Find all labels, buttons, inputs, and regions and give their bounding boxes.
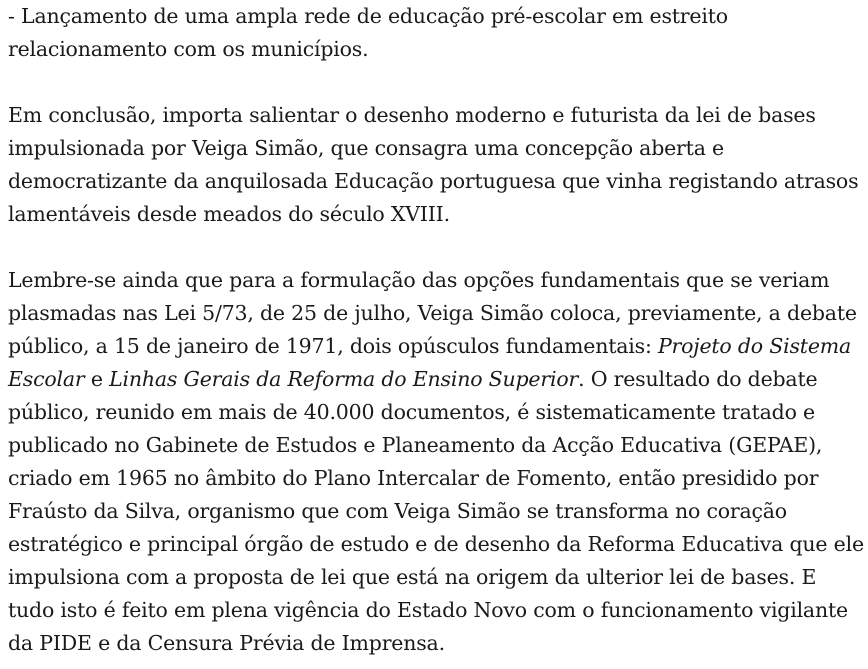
paragraph-spacer (8, 231, 864, 264)
paragraph-preschool-network: - Lançamento de uma ampla rede de educação pré-escolar em estreito relacionamento com os municípios. (8, 4, 728, 61)
italic-title-linhas-gerais: Linhas Gerais da Reforma do Ensino Superior (109, 367, 579, 391)
article-body (8, 0, 864, 660)
paragraph-spacer (8, 66, 864, 99)
paragraph-text: . O resultado do debate público, reunido em mais de 40.000 documentos, é sistematicamente tratado e publicado no Gabinete de Estudos e Planeamento da Acção Educativa (GEPAE), criado em 1965 no âmbito do Plano Intercalar de Fomento, então presidido por Fraústo da Silva, organismo que com Veiga Simão se transforma no coração estratégico e principal órgão de estudo e de desenho da Reforma Educativa que ele impulsiona com a proposta de lei que está na origem da ulterior lei de bases. E tudo isto é feito em plena vigência do Estado Novo com o funcionamento vigilante da PIDE e da Censura Prévia de Imprensa. (8, 367, 864, 655)
italic-title-projeto: Projeto do Sistema Escolar (8, 334, 852, 391)
paragraph-text: Lembre-se ainda que para a formulação das opções fundamentais que se veriam plasmadas nas Lei 5/73, de 25 de julho, Veiga Simão coloca, previamente, a debate público, a 15 de janeiro de 1971, dois opúsculos fundamentais: (8, 268, 857, 358)
paragraph-debate (8, 264, 864, 660)
paragraph-conclusion: Em conclusão, importa salientar o desenho moderno e futurista da lei de bases impulsionada por Veiga Simão, que consagra uma concepção aberta e democratizante da anquilosada Educação portuguesa que vinha registando atrasos lamentáveis desde meados do século XVIII. (8, 103, 859, 226)
paragraph-text: e (84, 367, 110, 391)
